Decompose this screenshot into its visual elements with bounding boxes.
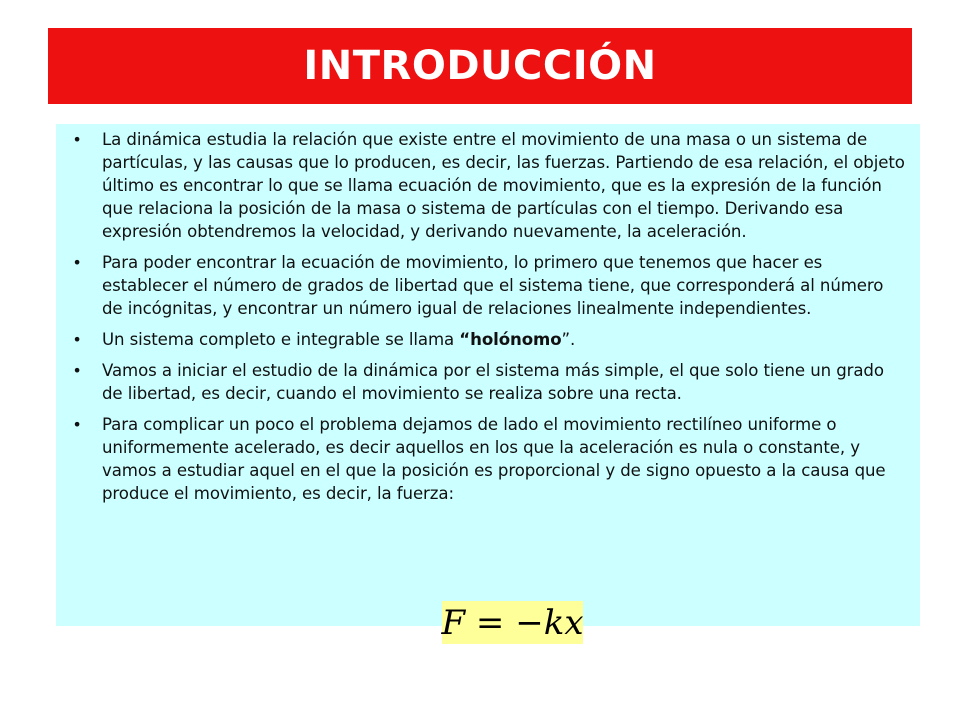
content-panel — [56, 124, 920, 626]
bullet-item-force — [70, 413, 906, 505]
bullet-text: Para poder encontrar la ecuación de movimiento, lo primero que tenemos que hacer es establecer el número de grados de libertad que el sistema tiene, que corresponderá al número de incógnitas, y encontrar un número igual de relaciones linealmente independientes. — [102, 253, 884, 318]
bullet-text-after: ”. — [561, 330, 576, 349]
bullet-item-holonomic — [70, 328, 906, 351]
bullet-icon: • — [72, 361, 82, 380]
formula-equals-minus: = − — [465, 602, 544, 643]
formula-x-symbol: x — [564, 602, 584, 643]
holonomic-term: “holónomo — [459, 330, 562, 349]
bullet-text-before: Un sistema completo e integrable se llama — [102, 330, 460, 349]
formula-k-symbol: k — [543, 602, 565, 643]
bullet-text: Vamos a iniciar el estudio de la dinámica por el sistema más simple, el que solo tiene un grado de libertad, es decir, cuando el movimiento se realiza sobre una recta. — [102, 361, 884, 403]
bullet-item-degrees-of-freedom — [70, 251, 906, 320]
bullet-text: Para complicar un poco el problema dejamos de lado el movimiento rectilíneo uniforme o uniformemente acelerado, es decir aquellos en los que la aceleración es nula o constante, y vamos a estudiar aquel en el que la posición es proporcional y de signo opuesto a la causa que produce el movimiento, es decir, la fuerza: — [102, 415, 886, 503]
bullet-icon: • — [72, 130, 82, 149]
bullet-icon: • — [72, 330, 82, 349]
bullet-item-one-degree — [70, 359, 906, 405]
bullet-list — [70, 128, 906, 513]
slide-title: INTRODUCCIÓN — [303, 43, 657, 89]
bullet-icon: • — [72, 253, 82, 272]
bullet-text: La dinámica estudia la relación que existe entre el movimiento de una masa o un sistema de partículas, y las causas que lo producen, es decir, las fuerzas. Partiendo de esa relación, el objeto último es encontrar lo que se llama ecuación de movimiento, que es la expresión de la función que relaciona la posición de la masa o sistema de partículas con el tiempo. Derivando esa expresión obtendremos la velocidad, y derivando nuevamente, la aceleración. — [102, 130, 905, 241]
bullet-item-dynamics — [70, 128, 906, 243]
formula-force-symbol: F — [441, 602, 466, 643]
title-banner — [48, 28, 912, 104]
hooke-law-formula — [442, 601, 583, 644]
bullet-icon: • — [72, 415, 82, 434]
